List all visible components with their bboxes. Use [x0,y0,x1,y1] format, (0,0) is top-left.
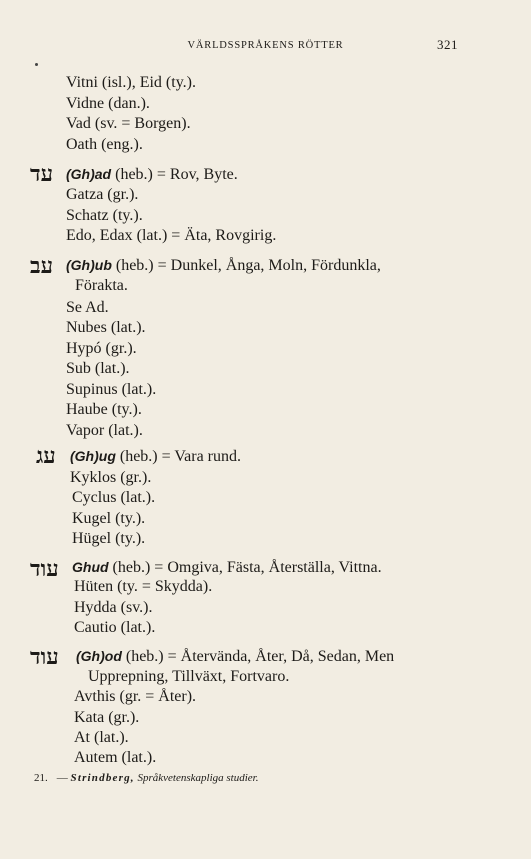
text-line: Upprepning, Tillväxt, Fortvaro. [88,668,290,685]
author-name: Strindberg, [70,772,135,784]
entry-line [66,255,381,276]
root-word: (Gh)ad [66,166,112,182]
text-line: Kyklos (gr.). [70,469,152,486]
hebrew-root: עג [36,443,56,469]
signature-line [34,772,258,784]
signature-mark: 21. [34,772,48,784]
text-line: Cyclus (lat.). [72,489,156,506]
root-word: (Gh)ub [66,257,112,273]
entry-text: (heb.) = Vara rund. [115,448,242,465]
text-line: Edo, Edax (lat.) = Äta, Rovgirig. [66,227,277,244]
hebrew-root: עוד [30,556,59,582]
text-line: Vitni (isl.), Eid (ty.). [66,74,196,91]
hebrew-root: עב [30,253,54,279]
text-line: Förakta. [75,277,128,294]
text-line: Hydda (sv.). [74,599,153,616]
text-line: Kugel (ty.). [72,510,146,527]
text-line: Avthis (gr. = Åter). [74,688,197,705]
text-line: Nubes (lat.). [66,319,146,336]
root-word: (Gh)ug [70,448,116,464]
text-line: Hügel (ty.). [72,530,146,547]
text-line: Vidne (dan.). [66,95,150,112]
text-line: Vapor (lat.). [66,422,143,439]
book-title: Språkvetenskapliga studier. [137,772,259,784]
text-line: Oath (eng.). [66,136,143,153]
text-line: Sub (lat.). [66,360,130,377]
text-line: Supinus (lat.). [66,381,157,398]
text-line: Gatza (gr.). [66,186,139,203]
print-speck [35,63,38,66]
running-head: VÄRLDSSPRÅKENS RÖTTER [187,40,344,51]
root-word: (Gh)od [76,648,122,664]
root-word: Ghud [72,559,109,575]
text-line: Hüten (ty. = Skydda). [74,578,213,595]
text-line: Cautio (lat.). [74,619,156,636]
text-line: Schatz (ty.). [66,207,143,224]
text-line: At (lat.). [74,729,129,746]
entry-text: (heb.) = Dunkel, Ånga, Moln, Fördunkla, [111,257,381,274]
entry-line [72,557,382,578]
text-line: Haube (ty.). [66,401,142,418]
signature-dash: — [56,772,68,784]
entry-text: (heb.) = Återvända, Åter, Då, Sedan, Men [121,648,395,665]
page-number: 321 [437,37,458,52]
entry-line [66,164,238,185]
hebrew-root: עד [30,161,54,187]
entry-text: (heb.) = Omgiva, Fästa, Återställa, Vittna. [108,559,382,576]
entry-text: (heb.) = Rov, Byte. [111,166,238,183]
text-line: Hypó (gr.). [66,340,137,357]
entry-line [76,646,394,667]
entry-line [70,446,241,467]
text-line: Vad (sv. = Borgen). [66,115,191,132]
hebrew-root: עוד [30,644,59,670]
text-line: Se Ad. [66,299,109,316]
text-line: Kata (gr.). [74,709,140,726]
text-line: Autem (lat.). [74,749,157,766]
